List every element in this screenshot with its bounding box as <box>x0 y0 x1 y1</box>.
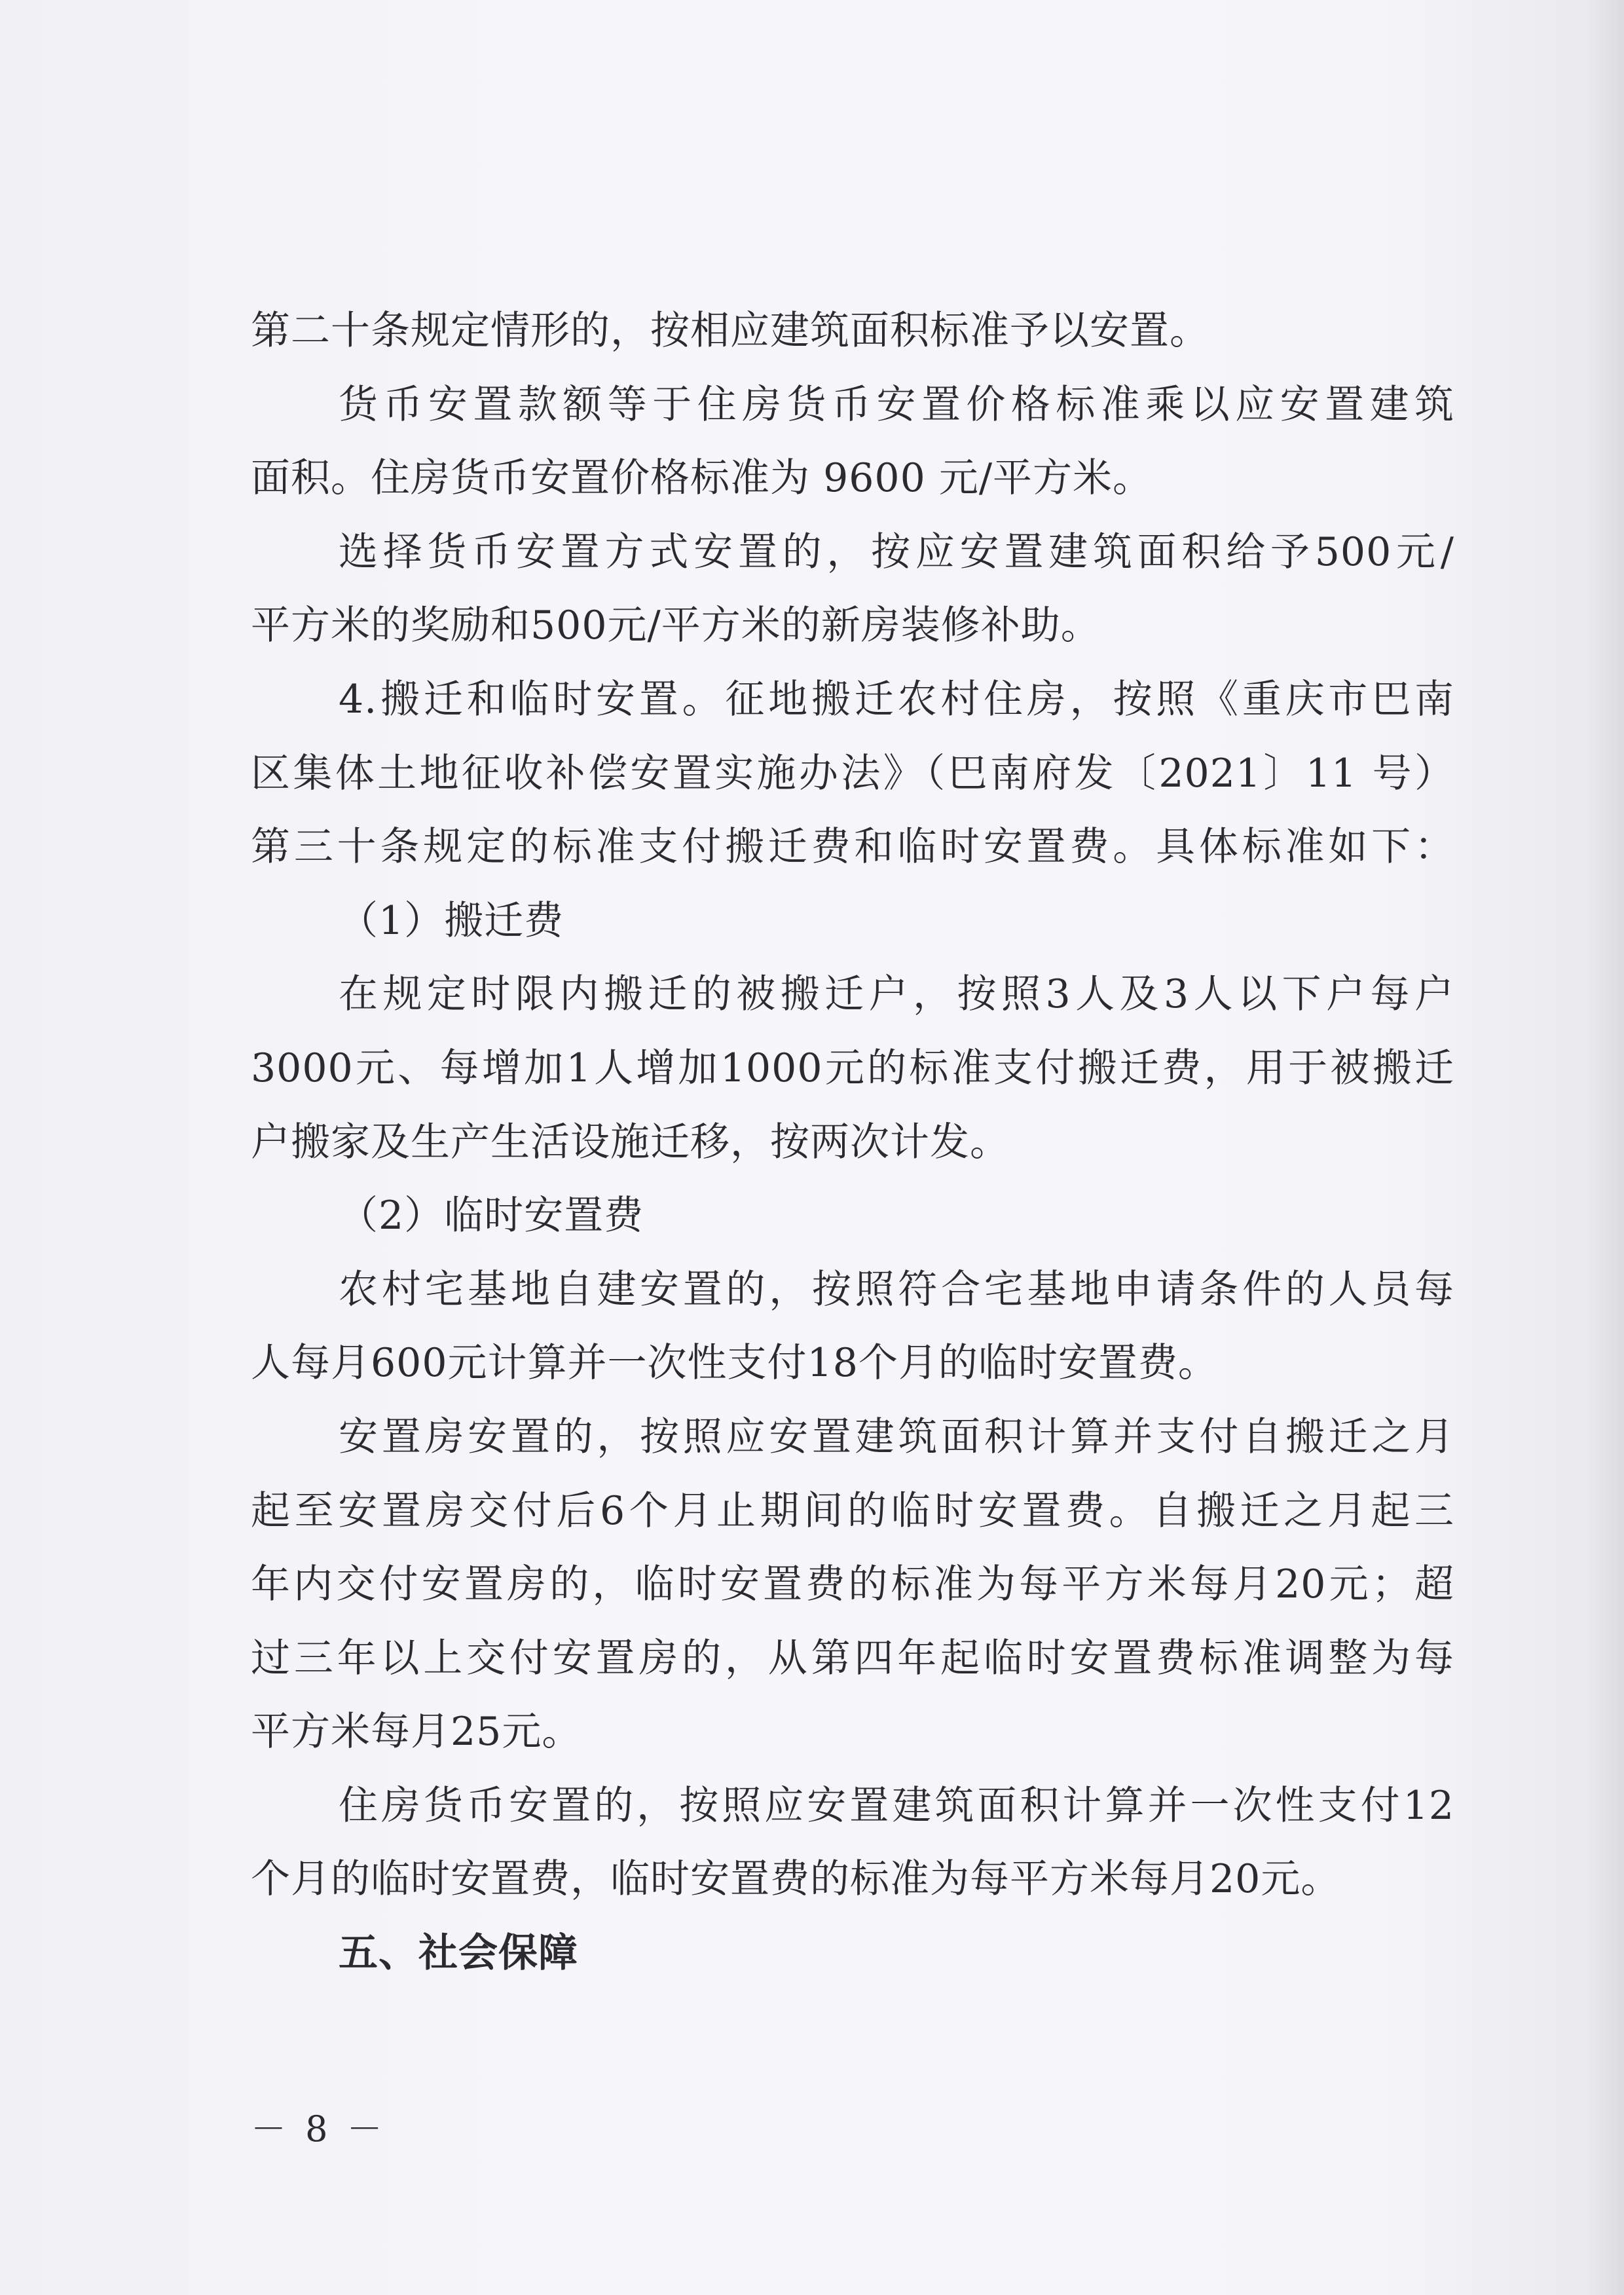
text-line: 第三十条规定的标准支付搬迁费和临时安置费。具体标准如下： <box>251 824 1454 870</box>
text-line: 住房货币安置的，按照应安置建筑面积计算并一次性支付12 <box>339 1782 1454 1829</box>
text-line: 选择货币安置方式安置的，按应安置建筑面积给予500元/ <box>339 529 1454 575</box>
text-line: 年内交付安置房的，临时安置费的标准为每平方米每月20元；超 <box>251 1561 1454 1608</box>
text-line: 安置房安置的，按照应安置建筑面积计算并支付自搬迁之月 <box>339 1413 1454 1460</box>
subheading-temporary-fee: （2）临时安置费 <box>339 1193 644 1239</box>
text-line: 4.搬迁和临时安置。征地搬迁农村住房，按照《重庆市巴南 <box>339 676 1454 722</box>
subheading-relocation-fee: （1）搬迁费 <box>339 897 564 944</box>
text-line: 3000元、每增加1人增加1000元的标准支付搬迁费，用于被搬迁 <box>251 1045 1454 1091</box>
text-line: 个月的临时安置费，临时安置费的标准为每平方米每月20元。 <box>251 1856 1341 1903</box>
text-line: 面积。住房货币安置价格标准为 9600 元/平方米。 <box>251 455 1153 502</box>
section-heading-social-security: 五、社会保障 <box>339 1930 578 1977</box>
page-edge-shadow <box>1585 0 1624 2295</box>
page-number: － 8 － <box>251 2108 386 2150</box>
text-line: 农村宅基地自建安置的，按照符合宅基地申请条件的人员每 <box>339 1266 1454 1313</box>
text-line: 起至安置房交付后6个月止期间的临时安置费。自搬迁之月起三 <box>251 1487 1454 1534</box>
text-line: 区集体土地征收补偿安置实施办法》（巴南府发〔2021〕11 号） <box>251 750 1454 796</box>
text-line: 货币安置款额等于住房货币安置价格标准乘以应安置建筑 <box>339 381 1454 428</box>
text-line: 过三年以上交付安置房的，从第四年起临时安置费标准调整为每 <box>251 1635 1454 1681</box>
text-line: 第二十条规定情形的，按相应建筑面积标准予以安置。 <box>251 308 1209 354</box>
text-line: 户搬家及生产生活设施迁移，按两次计发。 <box>251 1119 1010 1165</box>
text-line: 在规定时限内搬迁的被搬迁户，按照3人及3人以下户每户 <box>339 971 1454 1018</box>
text-line: 人每月600元计算并一次性支付18个月的临时安置费。 <box>251 1340 1218 1387</box>
document-body <box>251 294 1454 1990</box>
text-line: 平方米的奖励和500元/平方米的新房装修补助。 <box>251 603 1101 649</box>
text-line: 平方米每月25元。 <box>251 1709 582 1755</box>
